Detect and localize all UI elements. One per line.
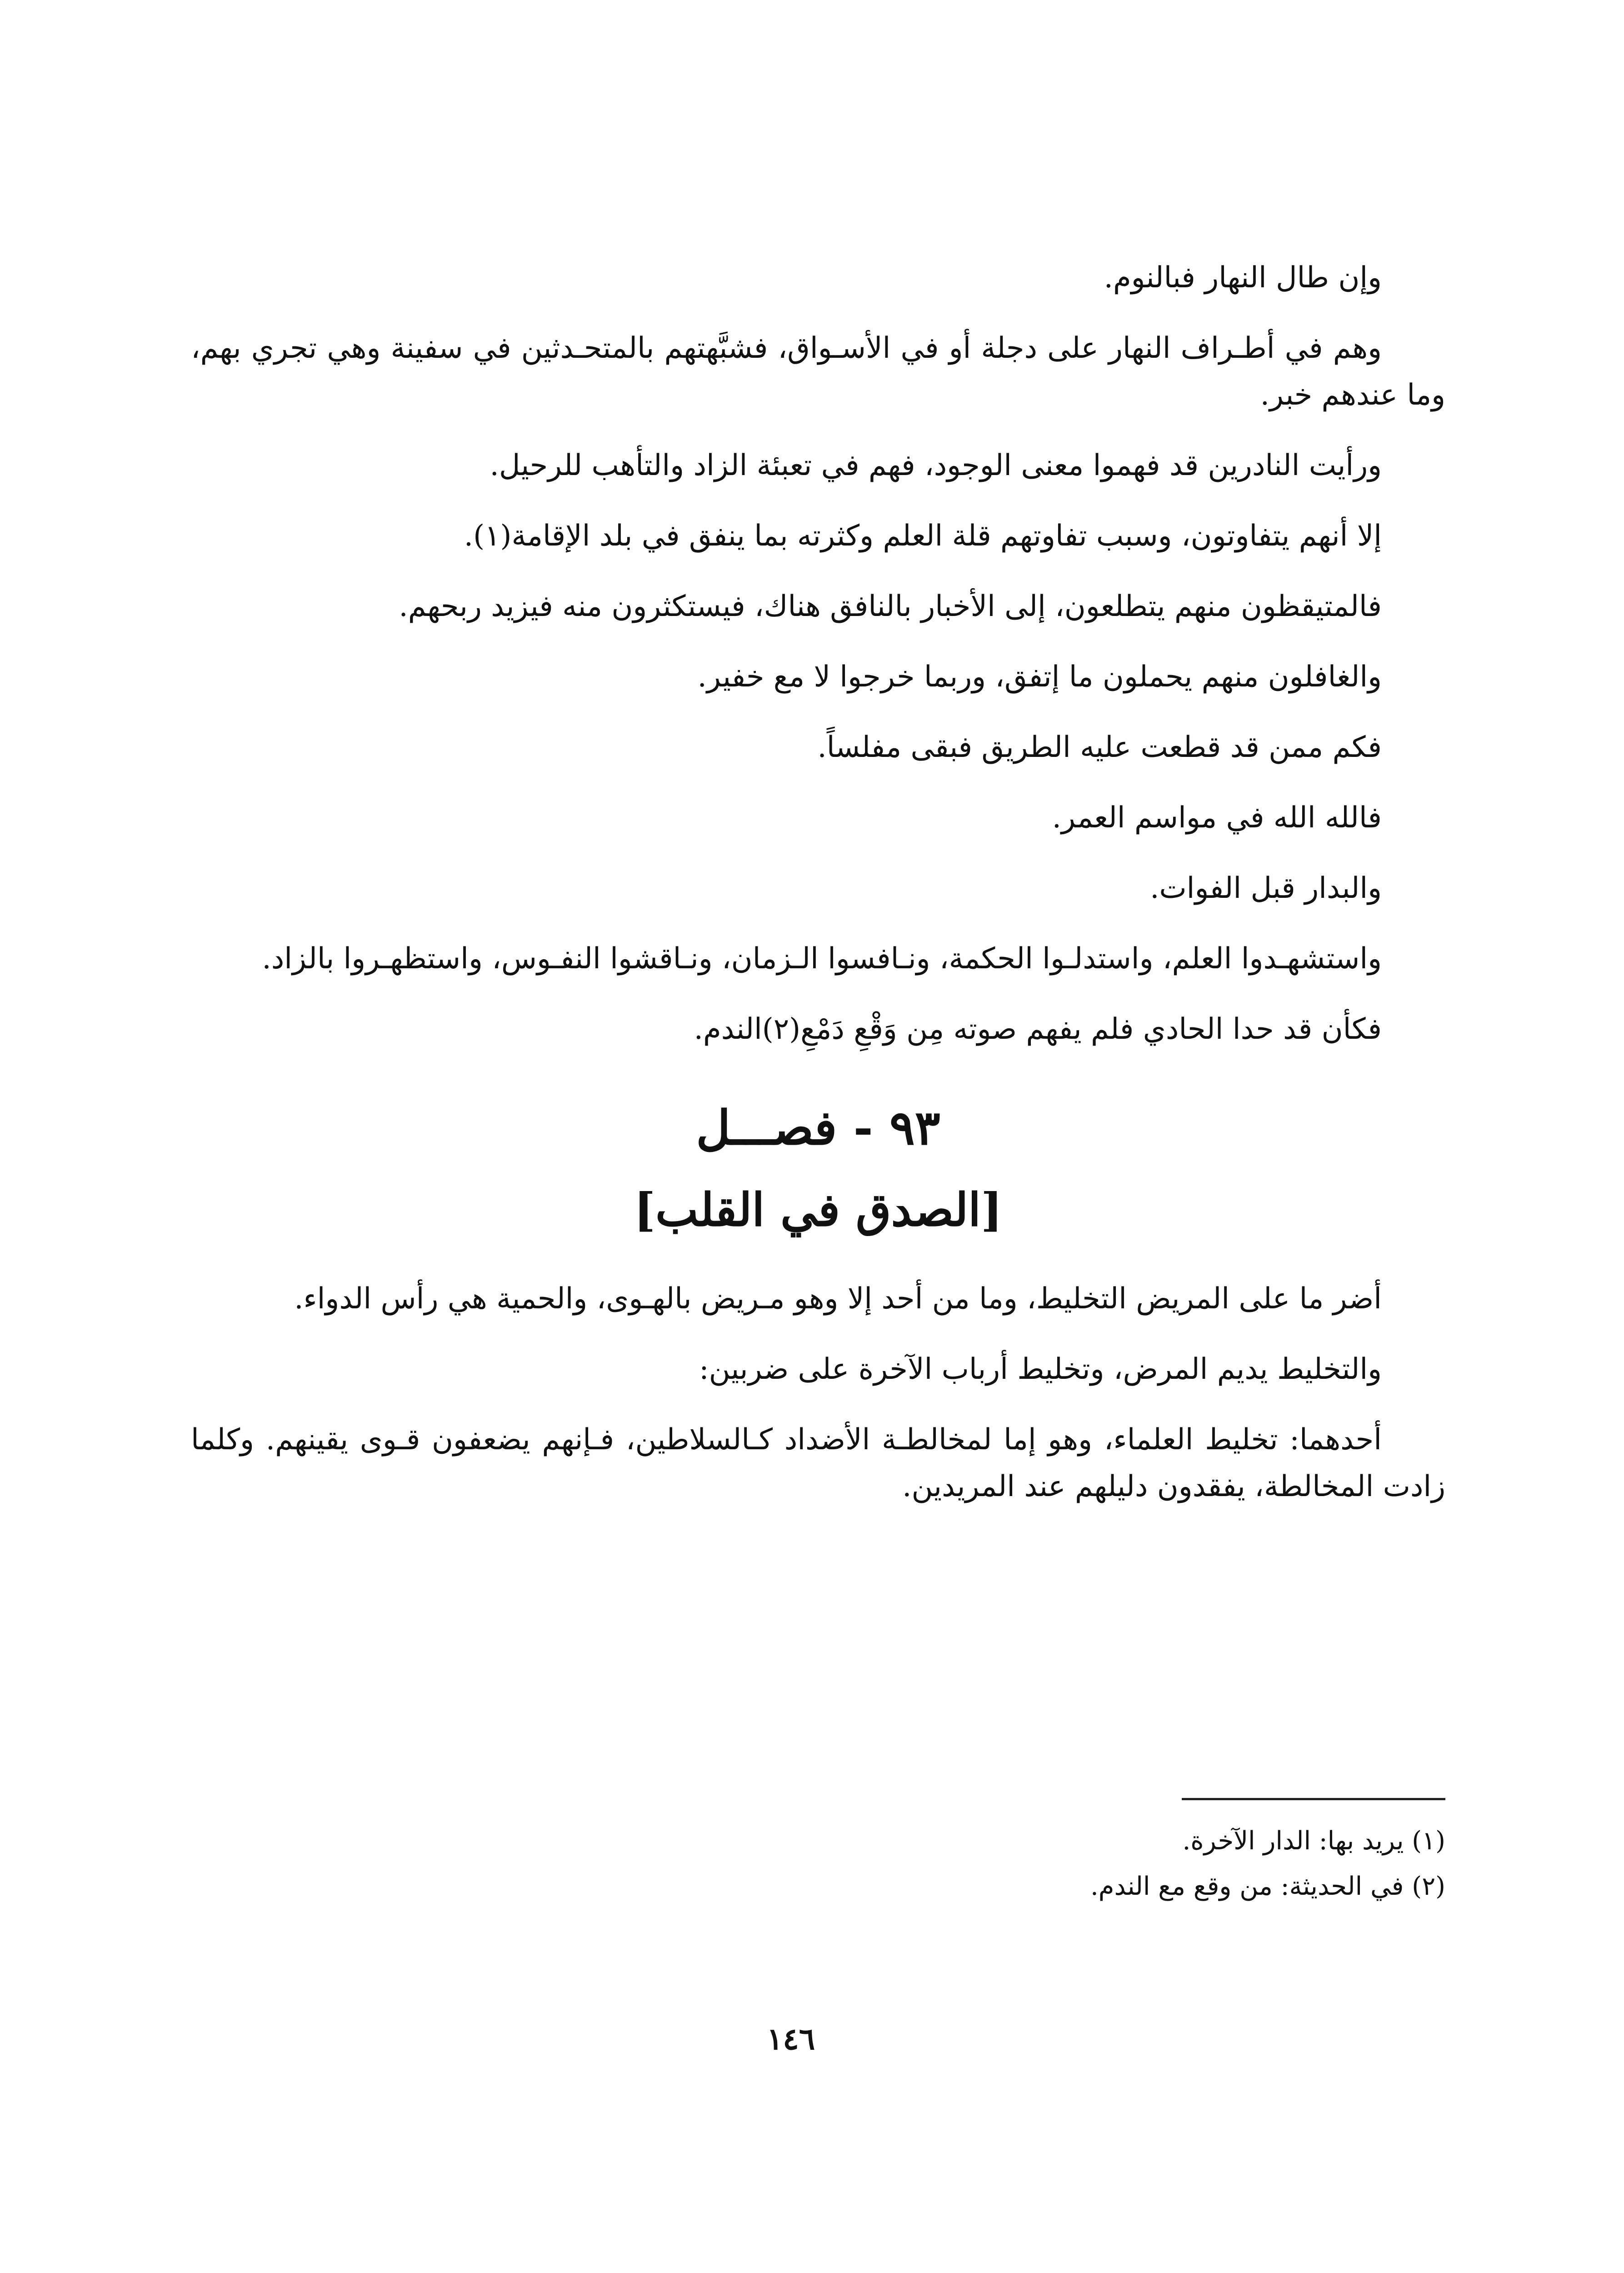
paragraph: فالله الله في مواسم العمر. [1052, 801, 1382, 835]
paragraph: أضر ما على المريض التخليط، وما من أحد إلا وهو مـريض بالهـوى، والحمية هي رأس الدواء. [294, 1282, 1382, 1316]
footnote-divider [1182, 1798, 1445, 1800]
paragraph: والتخليط يديم المرض، وتخليط أرباب الآخرة على ضربين: [699, 1352, 1382, 1386]
paragraph: وهم في أطـراف النهار على دجلة أو في الأسـواق، فشبَّهتهم بالمتحـدثين في سفينة وهي تجري بهم، وما عندهم خبر. [191, 331, 1445, 412]
footnotes [818, 1818, 1445, 1909]
paragraph: والغافلون منهم يحملون ما إتفق، وربما خرجوا لا مع خفير. [697, 660, 1382, 694]
section-header [191, 1094, 1445, 1244]
footnote: (٢) في الحديثة: من وقع مع الندم. [1090, 1872, 1445, 1901]
paragraph: وإن طال النهار فبالنوم. [1104, 261, 1382, 295]
paragraph: والبدار قبل الفوات. [1150, 871, 1382, 905]
paragraph: واستشهـدوا العلم، واستدلـوا الحكمة، ونـافسوا الـزمان، ونـاقشوا النفـوس، واستظهـروا بالزاد. [262, 942, 1382, 976]
paragraph: فكم ممن قد قطعت عليه الطريق فبقى مفلساً. [817, 731, 1382, 764]
paragraph: فكأن قد حدا الحادي فلم يفهم صوته مِن وَقْعِ دَمْعِ(٢)الندم. [694, 1012, 1382, 1046]
footnote: (١) يريد بها: الدار الآخرة. [1182, 1826, 1445, 1856]
main-text [191, 255, 1445, 1534]
paragraph: أحدهما: تخليط العلماء، وهو إما لمخالطـة الأضداد كـالسلاطين، فـإنهم يضعفون قـوى يقينهم. وكلما زادت المخالطة، يفقدون دليلهم عند المريدين. [191, 1423, 1445, 1503]
section-heading: ٩٣ - فصـــل [696, 1100, 940, 1156]
paragraph: فالمتيقظون منهم يتطلعون، إلى الأخبار بالنافق هناك، فيستكثرون منه فيزيد ربحهم. [399, 590, 1382, 623]
section-subheading: [الصدق في القلب] [634, 1183, 1003, 1237]
paragraph: ورأيت النادرين قد فهموا معنى الوجود، فهم في تعبئة الزاد والتأهب للرحيل. [490, 449, 1382, 482]
paragraph: إلا أنهم يتفاوتون، وسبب تفاوتهم قلة العلم وكثرته بما ينفق في بلد الإقامة(١). [464, 519, 1382, 553]
page-number: ١٤٦ [766, 2021, 815, 2057]
